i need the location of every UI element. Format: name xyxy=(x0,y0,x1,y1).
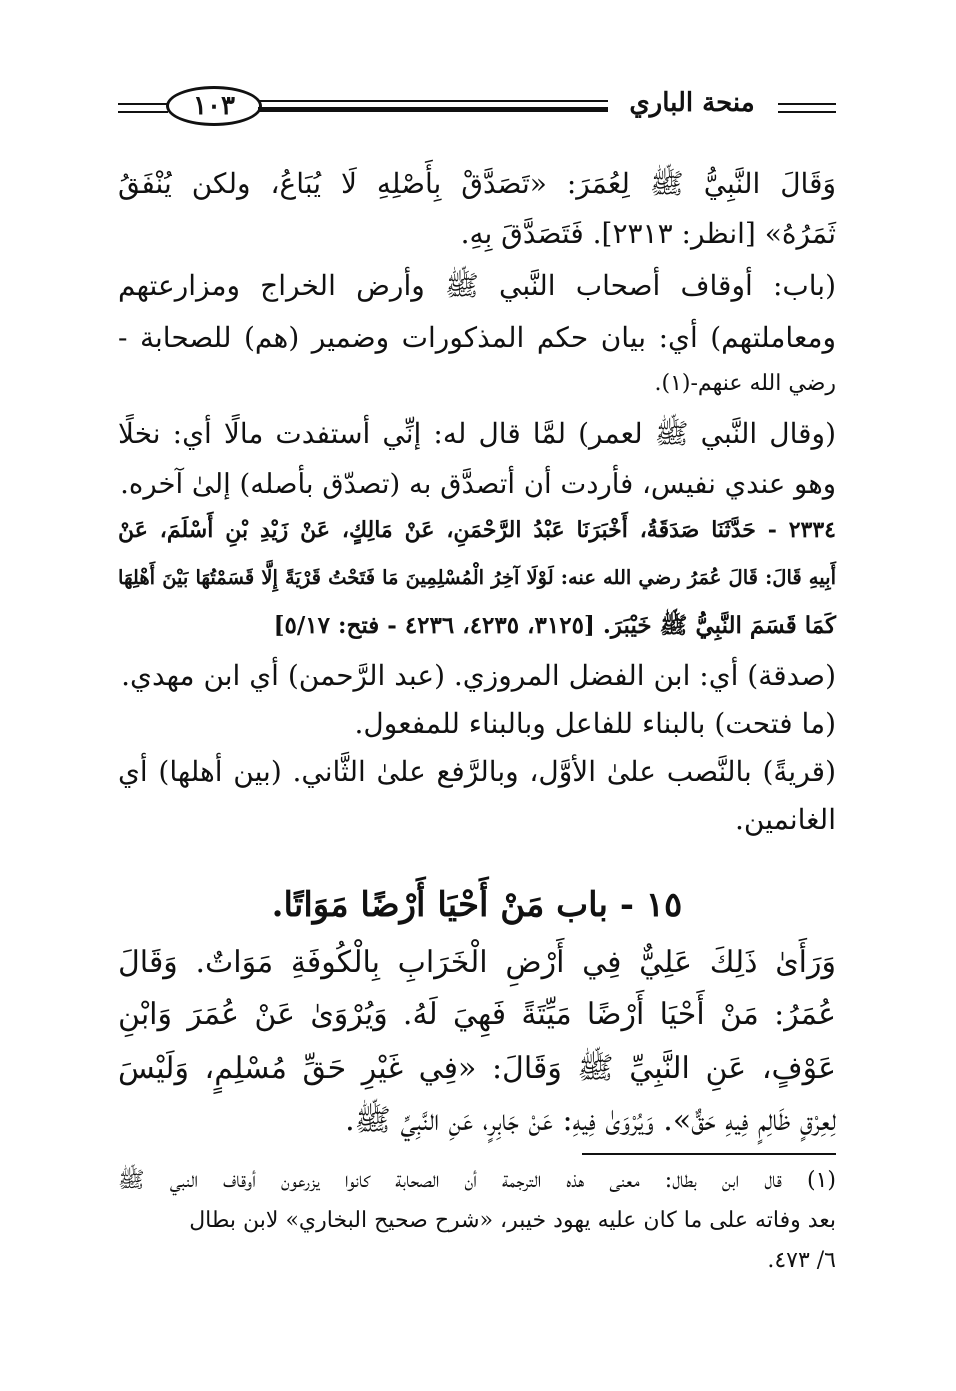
hadith-line: ٢٣٣٤ - حَدَّثَنَا صَدَقَةُ، أَخْبَرَنَا عَبْدُ الرَّحْمَنِ، عَنْ مَالِكٍ، عَنْ زَيْدِ بْنِ أَسْلَمَ، عَنْ xyxy=(118,517,836,543)
text-line: ومعاملتهم) أي: بيان حكم المذكورات وضمير (هم) للصحابة - xyxy=(118,321,836,354)
chapter-text-line: عَوْفٍ، عَنِ النَّبِيِّ ﷺ وَقَالَ: «فِي غَيْرِ حَقِّ مُسْلِمٍ، وَلَيْسَ xyxy=(118,1051,836,1086)
text-line: (صدقة) أي: ابن الفضل المروزي. (عبد الرَّحمن) أي ابن مهدي. xyxy=(121,659,836,692)
page-number-badge xyxy=(166,86,262,126)
text-line: (باب: أوقاف أصحاب النَّبي ﷺ وأرض الخراج ومزارعتهم xyxy=(118,269,836,302)
hadith-line: أَبِيهِ قَالَ: قَالَ عُمَرُ رضي الله عنه: لَوْلَا آخِرُ الْمُسْلِمِينَ مَا فَتَحْتُ قَرْيَةً إِلَّا قَسَمْتُهَا بَيْنَ أَهْلِهَا xyxy=(118,566,836,589)
footnote-line: ٦/ ٤٧٣. xyxy=(767,1248,836,1273)
chapter-heading: ١٥ - باب مَنْ أَحْيَا أَرْضًا مَوَاتًا. xyxy=(271,885,683,925)
footnote-separator xyxy=(582,1153,836,1155)
text-line: وَقَالَ النَّبِيُّ ﷺ لِعُمَرَ: «تَصَدَّقْ بِأَصْلِهِ لَا يُبَاعُ، ولكن يُنْفَقُ xyxy=(118,167,836,200)
chapter-text-line: عُمَرُ: مَنْ أَحْيَا أَرْضًا مَيِّتَةً فَهِيَ لَهُ. وَيُرْوَىٰ عَنْ عُمَرَ وَابْنِ xyxy=(118,997,836,1032)
book-title: منحة الباري xyxy=(629,88,755,118)
text-line: (قريةً) بالنَّصب علىٰ الأوَّل، وبالرَّفع علىٰ الثَّاني. (بين أهلها) أي xyxy=(118,755,836,788)
text-line: ثَمَرُهُ» [انظر: ٢٣١٣]. فَتَصَدَّقَ بِهِ. xyxy=(460,217,836,250)
text-line: (ما فتحت) بالبناء للفاعل وبالبناء للمفعول. xyxy=(354,707,836,740)
chapter-text-line: لِعِرْقٍ ظَالِمٍ فِيهِ حَقٌّ». وَيُرْوَىٰ فِيهِ: عَنْ جَابِرٍ، عَنِ النَّبِيِّ ﷺ. xyxy=(345,1103,836,1138)
text-line: وهو عندي نفيس، فأردت أن أتصدَّق به (تصدّق بأصله) إلىٰ آخره. xyxy=(120,468,836,500)
header-rule xyxy=(258,100,608,112)
header-rule-right xyxy=(778,103,836,113)
footnote-line: بعد وفاته على ما كان عليه يهود خيبر، «شرح صحيح البخاري» لابن بطال xyxy=(189,1208,836,1233)
text-line: (وقال النَّبي ﷺ لعمر) لمَّا قال له: إنِّي أستفدت مالًا أي: نخلًا xyxy=(118,417,836,450)
footnote-line: (١) قال ابن بطال: معنى هذه الترجمة أن الصحابة كانوا يزرعون أوقاف النبي ﷺ xyxy=(118,1168,836,1193)
text-line: الغانمين. xyxy=(735,803,836,836)
header-rule-far-left xyxy=(118,103,168,113)
hadith-line: كَمَا قَسَمَ النَّبِيُّ ﷺ خَيْبَرَ. [٣١٢٥، ٤٢٣٥، ٤٢٣٦ - فتح: ٥/١٧] xyxy=(273,612,836,639)
text-line: رضي الله عنهم-(١). xyxy=(654,371,836,396)
chapter-text-line: وَرَأَىٰ ذَلِكَ عَلِيٌّ فِي أَرْضِ الْخَرَابِ بِالْكُوفَةِ مَوَاتٌ. وَقَالَ xyxy=(118,945,836,980)
page-number: ١٠٣ xyxy=(193,91,235,121)
